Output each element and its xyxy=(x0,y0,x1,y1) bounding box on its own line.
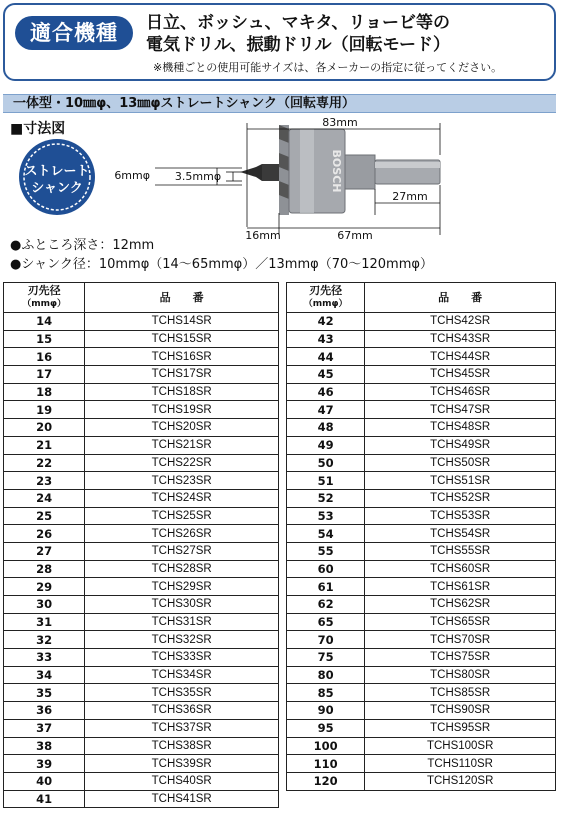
part-number-cell: TCHS90SR xyxy=(365,702,556,720)
part-number-cell: TCHS18SR xyxy=(85,383,279,401)
part-number-cell: TCHS21SR xyxy=(85,436,279,454)
size-cell: 44 xyxy=(287,348,365,366)
part-number-cell: TCHS37SR xyxy=(85,719,279,737)
table-row xyxy=(287,472,556,490)
table-row xyxy=(4,383,279,401)
header-part-number: 品 番 xyxy=(85,283,279,313)
part-number-cell: TCHS120SR xyxy=(365,772,556,790)
part-number-cell: TCHS17SR xyxy=(85,366,279,384)
size-cell: 18 xyxy=(4,383,85,401)
size-cell: 24 xyxy=(4,489,85,507)
size-cell: 31 xyxy=(4,613,85,631)
size-cell: 20 xyxy=(4,419,85,437)
table-row xyxy=(4,454,279,472)
table-row xyxy=(4,472,279,490)
table-row xyxy=(4,666,279,684)
table-row xyxy=(4,507,279,525)
table-row xyxy=(287,702,556,720)
part-number-cell: TCHS36SR xyxy=(85,702,279,720)
badge-line-2: シャンク xyxy=(31,181,83,196)
table-row xyxy=(287,596,556,614)
size-cell: 43 xyxy=(287,330,365,348)
size-cell: 34 xyxy=(4,666,85,684)
header-part-number: 品 番 xyxy=(365,283,556,313)
table-row xyxy=(4,489,279,507)
dimension-heading: ■寸法図 xyxy=(10,121,66,137)
part-number-cell: TCHS70SR xyxy=(365,631,556,649)
size-cell: 62 xyxy=(287,596,365,614)
table-row xyxy=(4,542,279,560)
size-cell: 85 xyxy=(287,684,365,702)
size-cell: 38 xyxy=(4,737,85,755)
compatible-models-badge: 適合機種 xyxy=(15,16,133,50)
header-size: 刃先径 （mmφ） xyxy=(4,283,85,313)
models-line-2: 電気ドリル、振動ドリル（回転モード） xyxy=(146,35,450,55)
table-row xyxy=(287,383,556,401)
part-number-cell: TCHS50SR xyxy=(365,454,556,472)
table-row xyxy=(287,666,556,684)
size-cell: 36 xyxy=(4,702,85,720)
dim-total-length: 83mm xyxy=(322,116,358,129)
part-number-cell: TCHS48SR xyxy=(365,419,556,437)
part-number-cell: TCHS25SR xyxy=(85,507,279,525)
part-number-cell: TCHS33SR xyxy=(85,649,279,667)
part-number-cell: TCHS46SR xyxy=(365,383,556,401)
part-number-cell: TCHS44SR xyxy=(365,348,556,366)
size-cell: 27 xyxy=(4,542,85,560)
table-row xyxy=(287,560,556,578)
part-number-cell: TCHS65SR xyxy=(365,613,556,631)
size-cell: 49 xyxy=(287,436,365,454)
compatible-models-text xyxy=(146,12,450,56)
dimension-diagram xyxy=(0,115,562,245)
part-table-right xyxy=(286,282,556,791)
size-cell: 100 xyxy=(287,737,365,755)
brand-mark: BOSCH xyxy=(330,149,343,193)
part-number-cell: TCHS39SR xyxy=(85,755,279,773)
models-line-1: 日立、ボッシュ、マキタ、リョービ等の xyxy=(146,13,450,33)
part-number-cell: TCHS80SR xyxy=(365,666,556,684)
size-cell: 53 xyxy=(287,507,365,525)
badge-line-1: ストレート xyxy=(24,164,90,179)
part-number-cell: TCHS14SR xyxy=(85,313,279,331)
part-number-cell: TCHS34SR xyxy=(85,666,279,684)
table-row xyxy=(4,525,279,543)
part-number-cell: TCHS32SR xyxy=(85,631,279,649)
part-number-cell: TCHS35SR xyxy=(85,684,279,702)
size-cell: 17 xyxy=(4,366,85,384)
part-number-cell: TCHS29SR xyxy=(85,578,279,596)
size-cell: 32 xyxy=(4,631,85,649)
spec-depth: ●ふところ深さ：12mm xyxy=(10,238,155,253)
dim-body-length: 67mm xyxy=(337,229,373,242)
part-number-cell: TCHS20SR xyxy=(85,419,279,437)
table-row xyxy=(4,737,279,755)
table-row xyxy=(287,313,556,331)
part-number-cell: TCHS43SR xyxy=(365,330,556,348)
size-cell: 19 xyxy=(4,401,85,419)
size-cell: 16 xyxy=(4,348,85,366)
part-number-cell: TCHS110SR xyxy=(365,755,556,773)
table-row xyxy=(287,613,556,631)
part-number-cell: TCHS62SR xyxy=(365,596,556,614)
size-cell: 54 xyxy=(287,525,365,543)
size-cell: 42 xyxy=(287,313,365,331)
table-row xyxy=(4,790,279,808)
header-size: 刃先径 （mmφ） xyxy=(287,283,365,313)
part-number-cell: TCHS85SR xyxy=(365,684,556,702)
table-row xyxy=(4,596,279,614)
part-number-cell: TCHS24SR xyxy=(85,489,279,507)
table-row xyxy=(4,755,279,773)
table-row xyxy=(287,542,556,560)
part-number-cell: TCHS41SR xyxy=(85,790,279,808)
table-row xyxy=(287,330,556,348)
table-row xyxy=(287,419,556,437)
table-row xyxy=(4,401,279,419)
size-cell: 35 xyxy=(4,684,85,702)
table-row xyxy=(287,507,556,525)
part-number-cell: TCHS47SR xyxy=(365,401,556,419)
size-cell: 29 xyxy=(4,578,85,596)
part-number-cell: TCHS52SR xyxy=(365,489,556,507)
size-cell: 46 xyxy=(287,383,365,401)
size-cell: 47 xyxy=(287,401,365,419)
table-row xyxy=(4,578,279,596)
table-row xyxy=(4,702,279,720)
part-number-cell: TCHS100SR xyxy=(365,737,556,755)
part-number-cell: TCHS16SR xyxy=(85,348,279,366)
part-number-cell: TCHS15SR xyxy=(85,330,279,348)
size-cell: 45 xyxy=(287,366,365,384)
table-row xyxy=(287,684,556,702)
size-cell: 33 xyxy=(4,649,85,667)
table-row xyxy=(287,719,556,737)
table-row xyxy=(287,489,556,507)
part-number-cell: TCHS23SR xyxy=(85,472,279,490)
table-row xyxy=(4,330,279,348)
dim-shank-length: 27mm xyxy=(392,190,428,203)
size-cell: 25 xyxy=(4,507,85,525)
size-cell: 80 xyxy=(287,666,365,684)
size-cell: 95 xyxy=(287,719,365,737)
part-number-cell: TCHS61SR xyxy=(365,578,556,596)
part-number-cell: TCHS40SR xyxy=(85,772,279,790)
table-row xyxy=(287,578,556,596)
dim-cutting-depth: 16mm xyxy=(245,229,281,242)
part-number-cell: TCHS95SR xyxy=(365,719,556,737)
part-number-cell: TCHS26SR xyxy=(85,525,279,543)
size-cell: 41 xyxy=(4,790,85,808)
table-row xyxy=(4,719,279,737)
table-row xyxy=(287,755,556,773)
size-cell: 120 xyxy=(287,772,365,790)
table-row xyxy=(4,366,279,384)
part-number-cell: TCHS51SR xyxy=(365,472,556,490)
part-number-cell: TCHS75SR xyxy=(365,649,556,667)
size-cell: 52 xyxy=(287,489,365,507)
table-row xyxy=(4,313,279,331)
table-row xyxy=(287,631,556,649)
usage-note: ※機種ごとの使用可能サイズは、各メーカーの指定に従ってください。 xyxy=(153,61,503,74)
part-number-cell: TCHS45SR xyxy=(365,366,556,384)
compatible-models-panel xyxy=(3,3,556,81)
part-number-cell: TCHS55SR xyxy=(365,542,556,560)
dim-pilot-diameter: 6mmφ xyxy=(114,169,150,182)
size-cell: 110 xyxy=(287,755,365,773)
part-number-cell: TCHS38SR xyxy=(85,737,279,755)
table-row xyxy=(287,348,556,366)
size-cell: 55 xyxy=(287,542,365,560)
table-row xyxy=(4,631,279,649)
table-row xyxy=(287,649,556,667)
table-row xyxy=(4,649,279,667)
part-number-cell: TCHS31SR xyxy=(85,613,279,631)
size-cell: 51 xyxy=(287,472,365,490)
size-cell: 22 xyxy=(4,454,85,472)
size-cell: 40 xyxy=(4,772,85,790)
size-cell: 70 xyxy=(287,631,365,649)
part-number-cell: TCHS30SR xyxy=(85,596,279,614)
size-cell: 14 xyxy=(4,313,85,331)
part-number-cell: TCHS54SR xyxy=(365,525,556,543)
table-row xyxy=(4,348,279,366)
table-row xyxy=(287,772,556,790)
table-row xyxy=(4,772,279,790)
size-cell: 15 xyxy=(4,330,85,348)
size-cell: 90 xyxy=(287,702,365,720)
table-row xyxy=(287,737,556,755)
table-row xyxy=(287,401,556,419)
size-cell: 65 xyxy=(287,613,365,631)
part-number-cell: TCHS42SR xyxy=(365,313,556,331)
spec-shank: ●シャンク径：10mmφ（14～65mmφ）／13mmφ（70～120mmφ） xyxy=(10,257,433,272)
part-number-cell: TCHS22SR xyxy=(85,454,279,472)
part-table-left xyxy=(3,282,279,808)
part-number-cell: TCHS49SR xyxy=(365,436,556,454)
part-number-cell: TCHS28SR xyxy=(85,560,279,578)
size-cell: 30 xyxy=(4,596,85,614)
table-row xyxy=(287,366,556,384)
size-cell: 75 xyxy=(287,649,365,667)
size-cell: 60 xyxy=(287,560,365,578)
part-number-cell: TCHS53SR xyxy=(365,507,556,525)
size-cell: 26 xyxy=(4,525,85,543)
size-cell: 23 xyxy=(4,472,85,490)
section-title: 一体型・10㎜φ、13㎜φストレートシャンク（回転専用） xyxy=(13,96,355,111)
part-number-cell: TCHS19SR xyxy=(85,401,279,419)
size-cell: 61 xyxy=(287,578,365,596)
size-cell: 50 xyxy=(287,454,365,472)
size-cell: 28 xyxy=(4,560,85,578)
size-cell: 48 xyxy=(287,419,365,437)
straight-shank-badge xyxy=(19,139,95,215)
part-number-cell: TCHS60SR xyxy=(365,560,556,578)
part-number-cell: TCHS27SR xyxy=(85,542,279,560)
size-cell: 37 xyxy=(4,719,85,737)
size-cell: 21 xyxy=(4,436,85,454)
table-row xyxy=(4,684,279,702)
table-row xyxy=(287,454,556,472)
size-cell: 39 xyxy=(4,755,85,773)
table-row xyxy=(4,419,279,437)
section-title-bar xyxy=(3,94,556,113)
table-row xyxy=(4,436,279,454)
dim-tip-diameter: 3.5mmφ xyxy=(174,170,222,183)
table-row xyxy=(287,525,556,543)
table-row xyxy=(4,613,279,631)
table-row xyxy=(287,436,556,454)
table-row xyxy=(4,560,279,578)
